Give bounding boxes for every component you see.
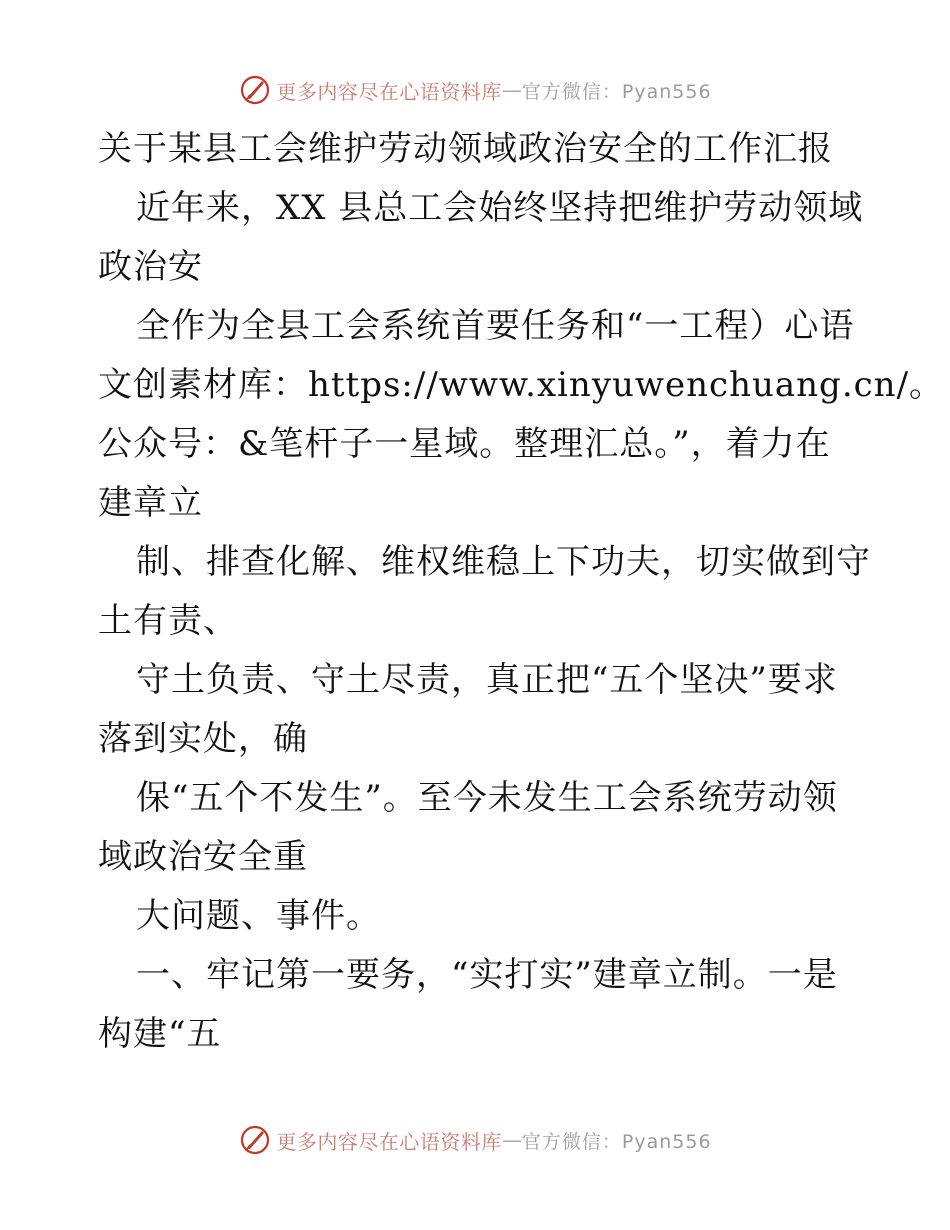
paragraph-line: 公众号：&笔杆子一星域。整理汇总。”，着力在 (98, 424, 831, 464)
header-watermark (0, 70, 950, 110)
paragraph-line: 文创素材库：https://www.xinyuwenchuang.cn/。 (98, 365, 945, 405)
document-body (98, 120, 945, 1064)
quill-circle-logo-icon (238, 1123, 272, 1157)
watermark-wechat: 官方微信：Pyan556 (521, 80, 712, 103)
quill-circle-logo-icon (238, 73, 272, 107)
watermark-separator: — (501, 1128, 522, 1152)
paragraph-line: 一、牢记第一要务，“实打实”建章立制。一是 (136, 955, 838, 995)
paragraph-line: 土有责、 (98, 601, 238, 641)
paragraph-line: 守土负责、守土尽责，真正把“五个坚决”要求 (136, 660, 838, 700)
watermark-text: 更多内容尽在心语资料库 (276, 1129, 502, 1154)
watermark-text: 更多内容尽在心语资料库 (276, 79, 502, 104)
footer-watermark (0, 1120, 950, 1160)
paragraph-line: 建章立 (98, 483, 203, 523)
paragraph-line: 制、排查化解、维权维稳上下功夫，切实做到守 (136, 542, 871, 582)
document-title: 关于某县工会维护劳动领域政治安全的工作汇报 (98, 129, 833, 169)
paragraph-line: 构建“五 (98, 1014, 222, 1054)
paragraph-line: 近年来，XX 县总工会始终坚持把维护劳动领域 (136, 188, 864, 228)
paragraph-line: 大问题、事件。 (136, 896, 381, 936)
paragraph-line: 保“五个不发生”。至今未发生工会系统劳动领 (136, 778, 838, 818)
watermark-separator: — (501, 78, 522, 102)
watermark-wechat: 官方微信：Pyan556 (521, 1130, 712, 1153)
paragraph-line: 落到实处，确 (98, 719, 308, 759)
paragraph-line: 域政治安全重 (98, 837, 308, 877)
paragraph-line: 全作为全县工会系统首要任务和“一工程）心语 (136, 306, 855, 346)
paragraph-line: 政治安 (98, 247, 203, 287)
